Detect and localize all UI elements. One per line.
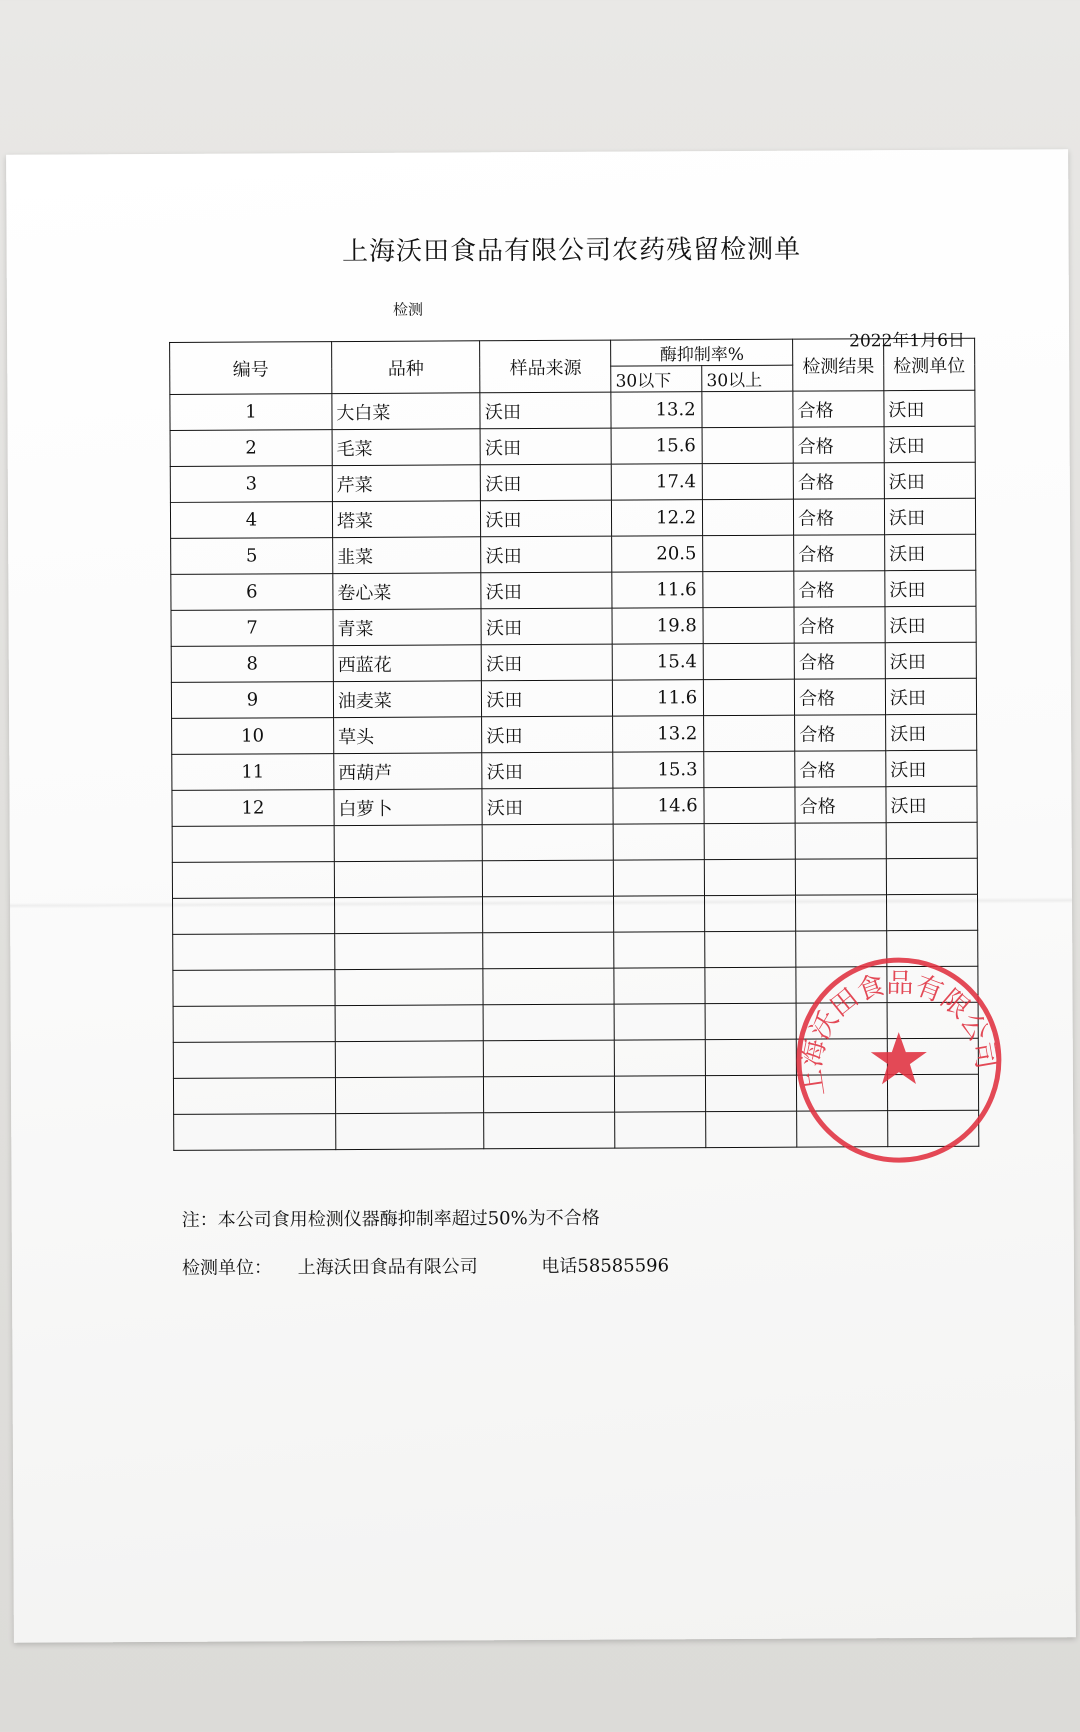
document-date: 2022年1月6日 [849,330,966,352]
cell-below30: 11.6 [612,572,703,608]
cell-no: 1 [170,394,332,431]
empty-cell [484,1004,615,1041]
empty-cell [705,931,796,967]
empty-cell [483,968,614,1005]
document-title: 上海沃田食品有限公司农药残留检测单 [342,234,802,268]
document-subtitle: 检测 [392,300,423,319]
cell-variety: 白萝卜 [334,789,483,826]
cell-unit: 沃田 [885,606,976,642]
empty-cell [706,1075,797,1111]
empty-cell [615,1076,706,1112]
cell-above30 [703,643,794,679]
cell-unit: 沃田 [885,534,976,570]
empty-cell [705,1039,796,1075]
table-row [172,786,977,826]
cell-result: 合格 [794,607,885,643]
table-row [171,642,976,682]
cell-unit: 沃田 [885,570,976,606]
unit-name: 上海沃田食品有限公司 [297,1256,478,1279]
empty-table-row [172,822,977,862]
empty-cell [173,1078,335,1115]
empty-cell [796,895,887,931]
empty-cell [173,898,335,935]
empty-cell [886,822,977,858]
cell-unit: 沃田 [886,750,977,786]
cell-variety: 塔菜 [332,501,481,538]
cell-variety: 青菜 [333,609,482,646]
cell-result: 合格 [795,751,886,787]
header-unit: 检测单位 [884,338,975,390]
cell-unit: 沃田 [885,642,976,678]
table-row [171,606,976,646]
cell-result: 合格 [793,463,884,499]
empty-cell [335,1077,484,1114]
table-row [171,534,976,574]
footnote: 注：本公司食用检测仪器酶抑制率超过50%为不合格 [181,1207,600,1231]
empty-cell [483,932,614,969]
seal-shape [795,960,1002,1161]
cell-above30 [702,391,793,427]
header-result: 检测结果 [793,339,884,391]
cell-unit: 沃田 [885,678,976,714]
empty-cell [173,1042,335,1079]
table-row [172,750,977,790]
empty-table-row [172,858,977,898]
table-row [172,714,977,754]
empty-cell [705,1003,796,1039]
empty-cell [887,894,978,930]
cell-source: 沃田 [482,644,613,681]
empty-cell [615,1040,706,1076]
cell-below30: 13.2 [613,716,704,752]
cell-variety: 芹菜 [332,465,481,502]
empty-cell [484,1076,615,1113]
cell-below30: 13.2 [611,392,702,428]
cell-source: 沃田 [481,500,612,537]
empty-cell [615,1112,706,1148]
cell-variety: 西蓝花 [333,645,482,682]
empty-cell [613,824,704,860]
header-variety: 品种 [331,341,480,394]
empty-cell [334,861,483,898]
cell-variety: 西葫芦 [334,753,483,790]
cell-variety: 大白菜 [332,393,481,430]
cell-variety: 草头 [333,717,482,754]
cell-no: 4 [170,502,332,539]
empty-cell [614,896,705,932]
cell-below30: 15.3 [613,752,704,788]
cell-source: 沃田 [480,392,611,429]
cell-above30 [704,715,795,751]
empty-cell [172,826,334,863]
empty-cell [795,823,886,859]
cell-unit: 沃田 [884,390,975,426]
empty-cell [483,824,614,861]
cell-source: 沃田 [482,716,613,753]
table-row [171,570,976,610]
cell-unit: 沃田 [884,462,975,498]
empty-cell [705,967,796,1003]
empty-cell [173,934,335,971]
empty-cell [614,1004,705,1040]
empty-cell [335,1041,484,1078]
cell-unit: 沃田 [886,714,977,750]
empty-cell [335,933,484,970]
empty-cell [484,1040,615,1077]
empty-cell [172,862,334,899]
table-row [170,426,975,466]
header-no: 编号 [170,342,332,395]
unit-label: 检测单位： [181,1257,272,1279]
cell-above30 [704,751,795,787]
header-below30: 30以下 [611,366,702,392]
empty-table-row [173,894,978,934]
empty-cell [335,969,484,1006]
cell-no: 11 [172,754,334,791]
cell-result: 合格 [793,427,884,463]
cell-source: 沃田 [482,788,613,825]
cell-variety: 卷心菜 [333,573,482,610]
cell-result: 合格 [795,715,886,751]
cell-unit: 沃田 [886,786,977,822]
table-row [170,390,975,430]
empty-cell [335,1005,484,1042]
contact-line [182,1251,669,1280]
cell-above30 [703,571,794,607]
cell-above30 [702,463,793,499]
empty-cell [614,968,705,1004]
cell-source: 沃田 [481,464,612,501]
cell-result: 合格 [794,571,885,607]
empty-cell [173,1006,335,1043]
cell-variety: 韭菜 [332,537,481,574]
cell-below30: 15.4 [612,644,703,680]
empty-cell [706,1111,797,1147]
table-row [170,462,975,502]
cell-above30 [703,535,794,571]
company-seal-stamp [788,950,1009,1171]
cell-no: 6 [171,574,333,611]
empty-cell [704,823,795,859]
cell-unit: 沃田 [884,426,975,462]
cell-variety: 毛菜 [332,429,481,466]
cell-source: 沃田 [481,608,612,645]
cell-source: 沃田 [481,428,612,465]
table-row [171,678,976,718]
phone-number: 电话58585596 [541,1255,670,1278]
cell-result: 合格 [795,787,886,823]
cell-no: 7 [171,610,333,647]
empty-cell [795,859,886,895]
cell-result: 合格 [794,499,885,535]
cell-above30 [704,679,795,715]
cell-no: 2 [170,430,332,467]
cell-source: 沃田 [482,752,613,789]
header-row [170,338,975,368]
cell-below30: 19.8 [612,608,703,644]
cell-below30: 15.6 [611,428,702,464]
cell-no: 10 [172,718,334,755]
cell-no: 12 [172,790,334,827]
cell-no: 9 [171,682,333,719]
cell-below30: 20.5 [612,536,703,572]
empty-cell [484,1112,615,1149]
cell-variety: 油麦菜 [333,681,482,718]
cell-above30 [704,787,795,823]
empty-cell [334,897,483,934]
cell-below30: 11.6 [613,680,704,716]
cell-below30: 17.4 [612,464,703,500]
empty-cell [174,1114,336,1151]
header-source: 样品来源 [480,340,611,393]
empty-cell [483,896,614,933]
cell-source: 沃田 [481,536,612,573]
seal-text: 上海沃田食品有限公司 [796,967,1002,1099]
empty-cell [886,858,977,894]
cell-source: 沃田 [482,680,613,717]
empty-cell [336,1113,485,1150]
cell-no: 8 [171,646,333,683]
cell-below30: 12.2 [612,500,703,536]
empty-cell [483,860,614,897]
empty-cell [614,932,705,968]
cell-result: 合格 [794,679,885,715]
header-inhibition: 酶抑制率% [611,339,793,366]
empty-cell [614,860,705,896]
cell-result: 合格 [793,391,884,427]
cell-result: 合格 [794,535,885,571]
cell-no: 5 [171,538,333,575]
table-row [170,498,975,538]
empty-cell [705,895,796,931]
cell-below30: 14.6 [613,788,704,824]
cell-above30 [702,427,793,463]
cell-above30 [703,607,794,643]
empty-cell [334,825,483,862]
cell-source: 沃田 [481,572,612,609]
empty-cell [173,970,335,1007]
document-sheet [6,149,1076,1643]
cell-no: 3 [170,466,332,503]
empty-cell [705,859,796,895]
cell-unit: 沃田 [884,498,975,534]
cell-result: 合格 [794,643,885,679]
cell-above30 [703,499,794,535]
header-above30: 30以上 [702,365,793,391]
